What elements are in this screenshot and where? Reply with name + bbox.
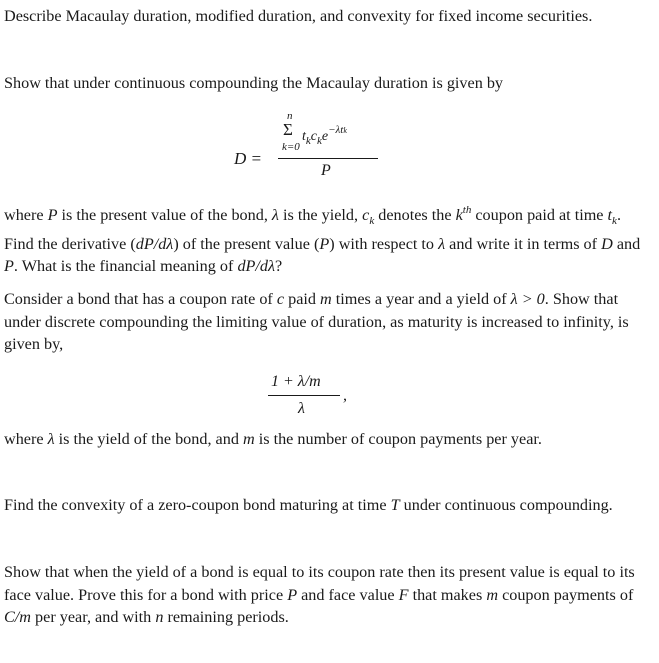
numerator: 1 + λ/m — [271, 373, 321, 390]
sum-symbol: Σ — [283, 120, 293, 139]
question-where-lambda: where λ is the yield of the bond, and m is the number of coupon payments per year. — [4, 430, 542, 448]
question-discrete-duration: Consider a bond that has a coupon rate of c paid m times a year and a yield of λ > 0. Show that under discrete compounding the limiting value of duration, as maturity is increased to infinity, is given by, — [4, 290, 629, 353]
fraction-bar — [268, 395, 340, 396]
duration-lhs: D = — [234, 149, 262, 168]
denominator: P — [321, 162, 331, 179]
sum-lower-limit: k=0 — [282, 141, 300, 153]
sum-upper-limit: n — [287, 110, 293, 122]
denominator: λ — [298, 400, 305, 417]
question-par-bond: Show that when the yield of a bond is equal to its coupon rate then its present value is equal to its face value. Prove this for a bond with price P and face value F that makes m coupon payments of C/m per year, and with n remaining periods. — [4, 563, 635, 626]
question-describe-durations: Describe Macaulay duration, modified duration, and convexity for fixed income securities. — [4, 7, 593, 25]
exponent: −λtk — [328, 124, 347, 136]
fraction-bar — [278, 158, 378, 159]
question-convexity: Find the convexity of a zero-coupon bond maturing at time T under continuous compounding. — [4, 496, 613, 514]
question-macaulay-continuous: Show that under continuous compounding the Macaulay duration is given by — [4, 74, 504, 92]
trailing-comma: , — [343, 387, 347, 404]
sum-term: $t_kc_ke^{-\lambda tk}$ — [302, 124, 347, 147]
question-derivative: where P is the present value of the bond, λ is the yield, $c_k$ denotes the $k^{th}$ coupon paid at time $t_k$. Find the derivative (dP/dλ) of the present value (P) with respect to λ and write it in terms of D and P. What is the financial meaning of dP/dλ? — [4, 204, 641, 275]
